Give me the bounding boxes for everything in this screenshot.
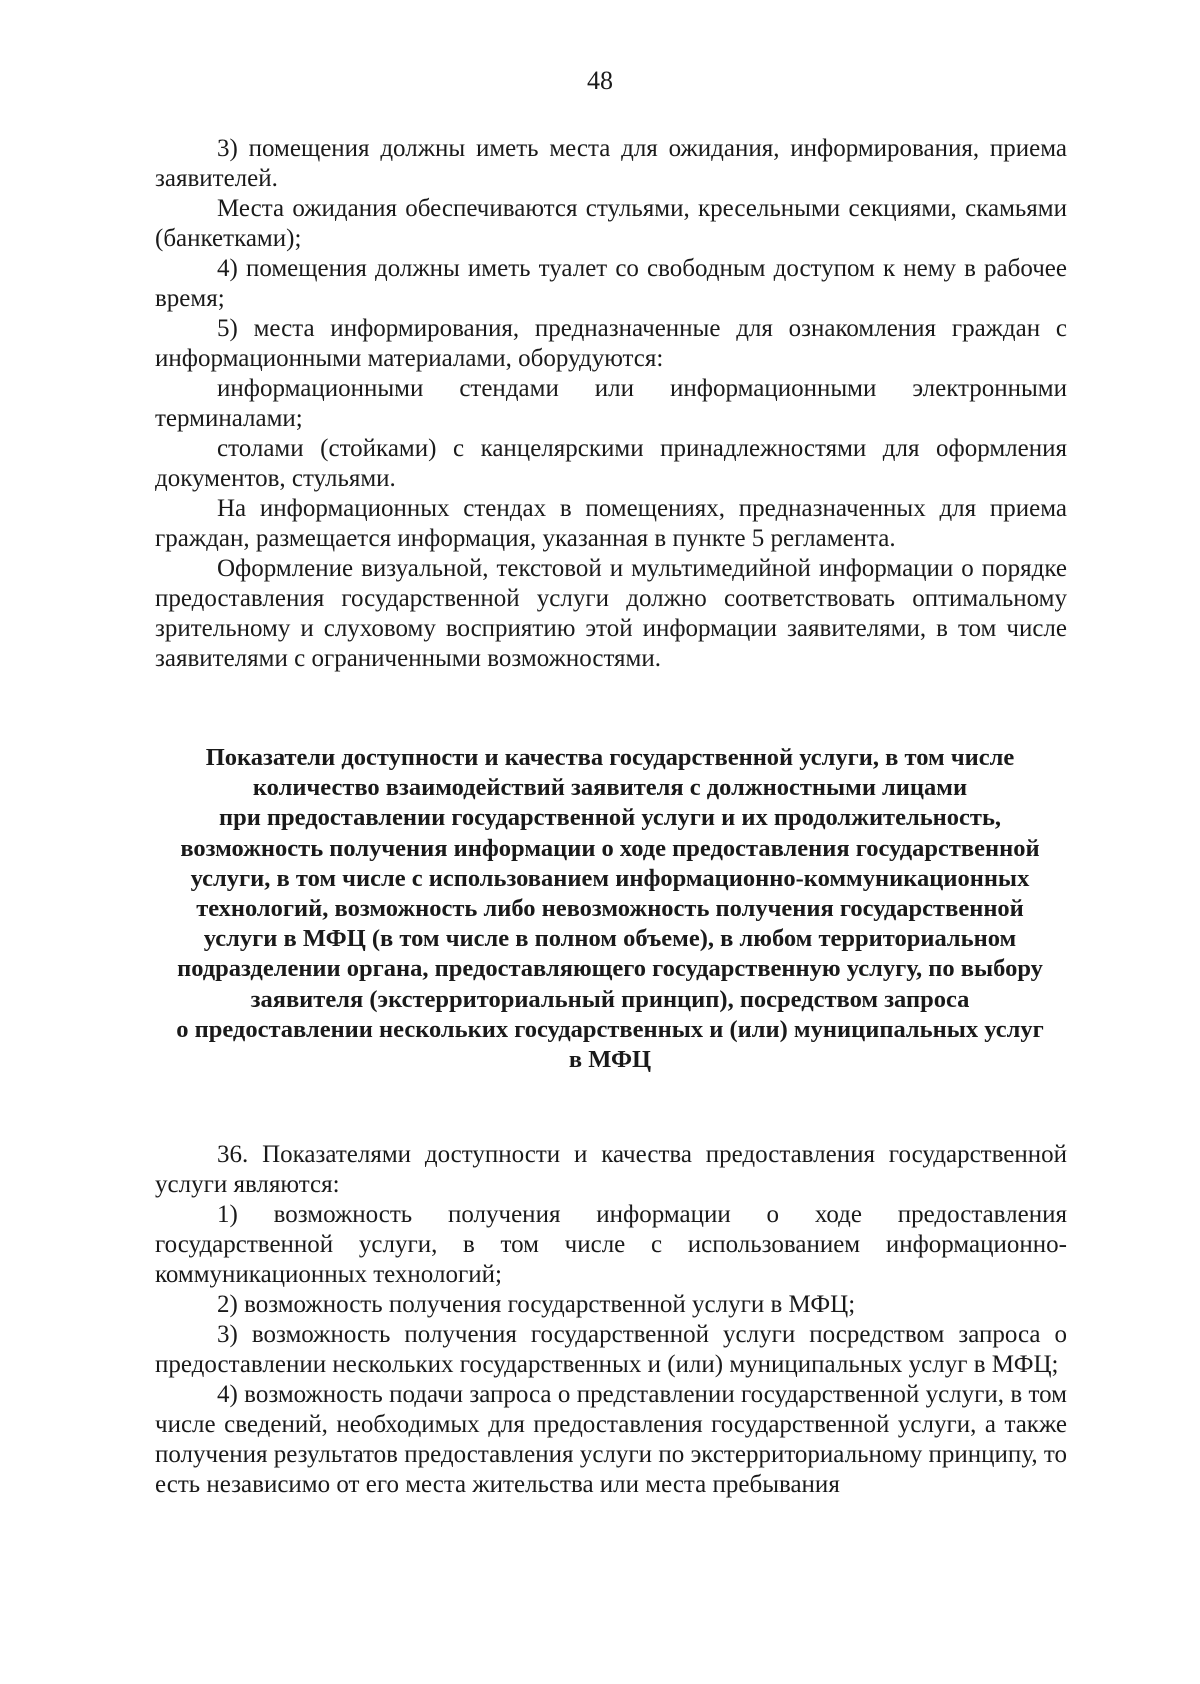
page-number: 48 [587,66,613,95]
paragraph: Оформление визуальной, текстовой и мультимедийной информации о порядке предоставления государственной услуги должно соответствовать оптимальному зрительному и слуховому восприятию этой информации заявителями, в том числе заявителями с ограниченными возможностями. [155,555,1067,672]
heading-line: при предоставлении государственной услуги и их продолжительность, [218,804,1002,832]
heading-line: о предоставлении нескольких государственных и (или) муниципальных услуг [176,1015,1044,1043]
paragraph: 4) помещения должны иметь туалет со свободным доступом к нему в рабочее время; [155,255,1067,312]
body-text-top [155,134,1067,674]
paragraph: Места ожидания обеспечиваются стульями, кресельными секциями, скамьями (банкетками); [155,195,1067,252]
section-heading [150,743,1070,1075]
heading-line: Показатели доступности и качества государственной услуги, в том числе [205,744,1015,771]
heading-line: услуги в МФЦ (в том числе в полном объеме), в любом территориальном [203,925,1017,953]
heading-line: подразделении органа, предоставляющего государственную услугу, по выбору [177,955,1043,983]
body-text-bottom [155,1140,1067,1500]
paragraph: 4) возможность подачи запроса о представлении государственной услуги, в том числе сведений, необходимых для предоставления государственной услуги, а также получения результатов предоставления услуги по экстерриториальному принципу, то есть независимо от его места жительства или места пребывания [155,1381,1067,1498]
paragraph: 36. Показателями доступности и качества предоставления государственной услуги являются: [155,1141,1067,1198]
paragraph: 3) возможность получения государственной услуги посредством запроса о предоставлении нескольких государственных и (или) муниципальных услуг в МФЦ; [155,1321,1067,1378]
heading-line: заявителя (экстерриториальный принцип), посредством запроса [250,985,970,1013]
paragraph: 2) возможность получения государственной услуги в МФЦ; [217,1291,856,1318]
paragraph: 1) возможность получения информации о ходе предоставления государственной услуги, в том числе с использованием информационно-коммуникационных технологий; [155,1201,1067,1288]
heading-line: услуги, в том числе с использованием информационно-коммуникационных [190,864,1030,892]
paragraph: информационными стендами или информационными электронными терминалами; [155,375,1067,432]
heading-line: количество взаимодействий заявителя с должностными лицами [252,774,968,802]
heading-line: в МФЦ [568,1046,652,1074]
paragraph: столами (стойками) с канцелярскими принадлежностями для оформления документов, стульями. [155,435,1067,492]
paragraph: 5) места информирования, предназначенные для ознакомления граждан с информационными материалами, оборудуются: [155,315,1067,372]
heading-line: возможность получения информации о ходе предоставления государственной [180,834,1040,862]
paragraph: На информационных стендах в помещениях, предназначенных для приема граждан, размещается информация, указанная в пункте 5 регламента. [155,495,1067,552]
heading-line: технологий, возможность либо невозможность получения государственной [196,895,1024,923]
paragraph: 3) помещения должны иметь места для ожидания, информирования, приема заявителей. [155,135,1067,192]
